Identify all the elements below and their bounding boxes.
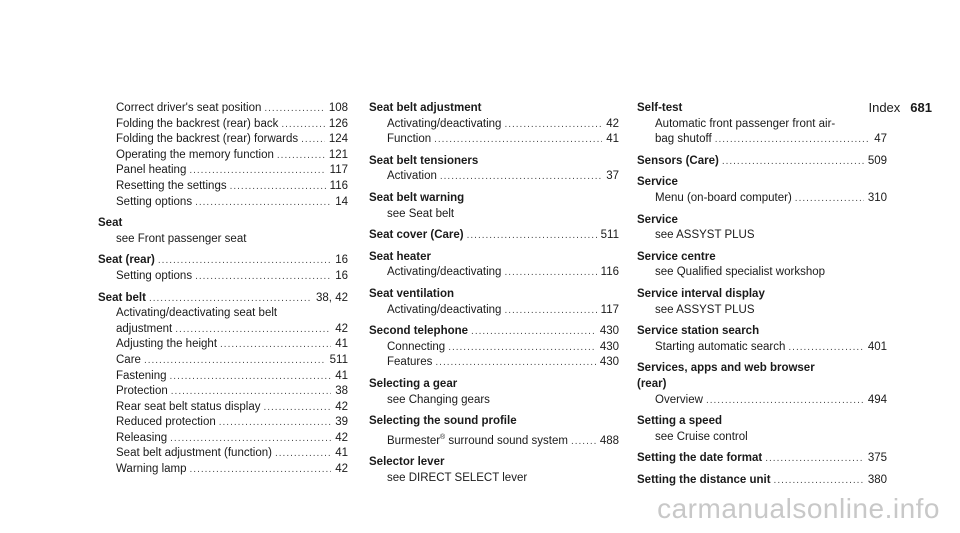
entry-text: Folding the backrest (rear) back xyxy=(116,117,279,130)
entry-label xyxy=(387,132,431,148)
index-column-2 xyxy=(369,101,619,486)
entry-text: Panel heating xyxy=(116,164,187,177)
entry-text: Selecting the sound profile xyxy=(369,415,517,428)
index-entry xyxy=(637,101,887,117)
entry-label xyxy=(637,451,762,467)
entry-label xyxy=(116,179,227,195)
page-reference: 126 xyxy=(328,117,348,130)
index-subentry xyxy=(98,384,348,400)
entry-label xyxy=(369,191,464,207)
entry-label xyxy=(387,471,527,487)
entry-text: Reduced protection xyxy=(116,416,216,429)
entry-label xyxy=(116,353,141,369)
page-reference: 42 xyxy=(606,117,619,130)
entry-label xyxy=(387,393,490,409)
entry-label xyxy=(655,303,755,319)
entry-text: see Cruise control xyxy=(655,430,748,443)
dot-leader xyxy=(467,228,597,244)
index-subentry xyxy=(369,355,619,371)
page-reference: 117 xyxy=(600,303,619,316)
index-subentry xyxy=(98,195,348,211)
dot-leader xyxy=(195,195,331,211)
page-reference: 16 xyxy=(335,269,348,282)
index-entry xyxy=(637,250,887,266)
dot-leader xyxy=(195,269,331,285)
entry-label xyxy=(116,163,186,179)
entry-label xyxy=(637,287,765,303)
page-reference: 42 xyxy=(335,431,348,444)
page-reference: 124 xyxy=(328,133,348,146)
page-reference: 41 xyxy=(335,369,348,382)
dot-leader xyxy=(504,265,596,281)
dot-leader xyxy=(170,369,332,385)
index-subentry xyxy=(98,101,348,117)
entry-text: see DIRECT SELECT lever xyxy=(387,471,528,484)
entry-text: Seat belt warning xyxy=(369,191,465,204)
entry-label xyxy=(387,340,445,356)
entry-label xyxy=(637,250,716,266)
entry-text: Seat cover (Care) xyxy=(369,229,464,242)
entry-text: see Seat belt xyxy=(387,207,455,220)
page-reference: 121 xyxy=(328,148,348,161)
entry-label xyxy=(369,287,454,303)
page-reference: 16 xyxy=(335,254,348,267)
page-reference: 14 xyxy=(335,195,348,208)
entry-text: Seat belt xyxy=(98,291,146,304)
entry-text: Service xyxy=(637,213,678,226)
entry-label xyxy=(116,195,192,211)
entry-label xyxy=(116,400,260,416)
entry-label xyxy=(116,462,187,478)
entry-label xyxy=(387,430,568,449)
entry-label xyxy=(637,414,722,430)
page-reference: 42 xyxy=(335,400,348,413)
entry-label xyxy=(116,446,272,462)
index-subentry xyxy=(98,431,348,447)
entry-label xyxy=(655,191,792,207)
entry-text: Sensors (Care) xyxy=(637,154,719,167)
entry-text: Resetting the settings xyxy=(116,179,227,192)
entry-text: Rear seat belt status display xyxy=(116,400,261,413)
entry-text: Overview xyxy=(655,393,703,406)
page-reference: 430 xyxy=(599,356,619,369)
entry-text: see ASSYST PLUS xyxy=(655,303,755,316)
entry-label xyxy=(637,213,678,229)
dot-leader xyxy=(219,415,331,431)
entry-text: Folding the backrest (rear) forwards xyxy=(116,133,299,146)
entry-text: Setting the distance unit xyxy=(637,473,771,486)
entry-label xyxy=(369,228,464,244)
entry-text: adjustment xyxy=(116,322,173,335)
page-reference: 39 xyxy=(335,416,348,429)
page-reference: 117 xyxy=(329,164,348,177)
index-entry xyxy=(369,101,619,117)
entry-label xyxy=(369,250,431,266)
entry-label xyxy=(369,414,517,430)
entry-label xyxy=(655,265,825,281)
dot-leader xyxy=(171,384,331,400)
entry-text: see Changing gears xyxy=(387,393,490,406)
page-reference: 511 xyxy=(600,229,619,242)
dot-leader xyxy=(774,473,864,489)
watermark: carmanualsonline.info xyxy=(657,493,940,524)
dot-leader xyxy=(149,291,312,307)
page-reference: 430 xyxy=(599,340,619,353)
page-reference: 380 xyxy=(867,473,887,486)
dot-leader xyxy=(440,169,602,185)
entry-text: Automatic front passenger front air- xyxy=(655,117,836,130)
entry-text: see Qualified specialist workshop xyxy=(655,266,826,279)
entry-label xyxy=(369,324,468,340)
index-subentry xyxy=(637,191,887,207)
index-subentry xyxy=(98,400,348,416)
index-subentry xyxy=(98,132,348,148)
dot-leader xyxy=(301,132,325,148)
dot-leader xyxy=(144,353,326,369)
dot-leader xyxy=(275,446,331,462)
index-subentry xyxy=(369,303,619,319)
index-subentry xyxy=(637,430,887,446)
entry-text: Activating/deactivating xyxy=(387,266,502,279)
dot-leader xyxy=(504,117,602,133)
index-subentry xyxy=(369,169,619,185)
entry-text: Service centre xyxy=(637,250,716,263)
index-entry xyxy=(369,455,619,471)
index-subentry xyxy=(637,117,887,133)
entry-label xyxy=(116,101,261,117)
index-subentry xyxy=(98,232,348,248)
entry-label xyxy=(637,377,666,393)
index-subentry xyxy=(637,228,887,244)
page-reference: 116 xyxy=(329,179,348,192)
entry-label xyxy=(655,132,712,148)
dot-leader xyxy=(190,462,332,478)
entry-label xyxy=(369,154,478,170)
dot-leader xyxy=(504,303,596,319)
entry-text: Setting a speed xyxy=(637,415,722,428)
index-column-1 xyxy=(98,101,348,478)
dot-leader xyxy=(434,132,602,148)
page-reference: 430 xyxy=(599,325,619,338)
dot-leader xyxy=(788,340,863,356)
entry-text: Seat heater xyxy=(369,250,432,263)
page-reference: 108 xyxy=(328,102,348,114)
index-subentry xyxy=(637,132,887,148)
entry-text: Seat xyxy=(98,217,123,230)
page-reference: 38, 42 xyxy=(316,291,348,304)
page-reference: 42 xyxy=(335,463,348,476)
entry-label xyxy=(387,355,432,371)
entry-label xyxy=(655,393,703,409)
page-reference: 375 xyxy=(867,452,887,465)
dot-leader xyxy=(175,322,331,338)
entry-text: Service xyxy=(637,176,678,189)
entry-label xyxy=(98,253,155,269)
page-reference: 116 xyxy=(600,266,619,279)
entry-text: Setting options xyxy=(116,269,193,282)
entry-label xyxy=(637,101,682,117)
dot-leader xyxy=(220,337,331,353)
entry-text: Setting options xyxy=(116,195,193,208)
page-number: 681 xyxy=(910,100,932,115)
index-entry xyxy=(369,191,619,207)
entry-label xyxy=(637,361,815,377)
entry-text: Seat belt adjustment (function) xyxy=(116,447,272,460)
entry-label xyxy=(369,455,444,471)
index-entry xyxy=(369,287,619,303)
index-subentry xyxy=(98,269,348,285)
index-entry xyxy=(98,216,348,232)
index-entry xyxy=(369,414,619,430)
dot-leader xyxy=(471,324,596,340)
index-subentry xyxy=(637,265,887,281)
dot-leader xyxy=(281,117,324,133)
entry-text: Burmester xyxy=(387,434,441,447)
index-subentry xyxy=(98,306,348,322)
entry-text: Activating/deactivating seat belt xyxy=(116,307,278,320)
index-subentry xyxy=(98,353,348,369)
page-reference: 488 xyxy=(599,434,619,447)
dot-leader xyxy=(448,340,596,356)
entry-label xyxy=(116,369,167,385)
entry-label xyxy=(655,117,835,133)
index-entry xyxy=(369,377,619,393)
index-subentry xyxy=(98,462,348,478)
entry-text: Features xyxy=(387,356,433,369)
index-subentry xyxy=(98,179,348,195)
page-reference: 37 xyxy=(606,170,619,183)
index-subentry xyxy=(98,369,348,385)
entry-label xyxy=(655,228,755,244)
entry-text: Seat belt adjustment xyxy=(369,102,482,114)
page-reference: 41 xyxy=(606,133,619,146)
index-entry xyxy=(637,175,887,191)
entry-label xyxy=(637,473,771,489)
entry-label xyxy=(116,415,216,431)
entry-text: Care xyxy=(116,353,141,366)
entry-text: Second telephone xyxy=(369,325,469,338)
entry-text: Service station search xyxy=(637,325,760,338)
entry-label xyxy=(98,216,122,232)
entry-text: Menu (on-board computer) xyxy=(655,191,792,204)
page-reference: 41 xyxy=(335,338,348,351)
entry-label xyxy=(387,303,501,319)
dot-leader xyxy=(170,431,331,447)
entry-text: Setting the date format xyxy=(637,452,763,465)
entry-text: (rear) xyxy=(637,377,667,390)
index-subentry xyxy=(98,148,348,164)
entry-text: Seat (rear) xyxy=(98,254,155,267)
dot-leader xyxy=(765,451,864,467)
page-reference: 494 xyxy=(867,393,887,406)
page-reference: 511 xyxy=(329,353,348,366)
entry-label xyxy=(387,207,454,223)
index-entry xyxy=(637,377,887,393)
entry-label xyxy=(116,337,217,353)
index-entry xyxy=(369,324,619,340)
entry-text: Adjusting the height xyxy=(116,338,218,351)
entry-label xyxy=(116,148,274,164)
index-subentry xyxy=(98,415,348,431)
index-subentry xyxy=(369,207,619,223)
entry-label xyxy=(116,132,298,148)
entry-label xyxy=(637,154,719,170)
dot-leader xyxy=(158,253,331,269)
dot-leader xyxy=(571,434,596,450)
entry-text: Activating/deactivating xyxy=(387,303,502,316)
entry-text: Operating the memory function xyxy=(116,148,274,161)
entry-text: see Front passenger seat xyxy=(116,232,247,245)
page-reference: 47 xyxy=(874,133,887,146)
entry-label xyxy=(116,384,168,400)
index-subentry xyxy=(369,340,619,356)
entry-text: Activation xyxy=(387,170,437,183)
entry-label xyxy=(116,269,192,285)
index-subentry xyxy=(98,446,348,462)
dot-leader xyxy=(189,163,325,179)
dot-leader xyxy=(277,148,325,164)
index-entry xyxy=(98,291,348,307)
index-subentry xyxy=(98,337,348,353)
index-subentry xyxy=(637,393,887,409)
entry-label xyxy=(387,169,437,185)
index-entry xyxy=(369,154,619,170)
entry-text: Self-test xyxy=(637,102,683,114)
entry-label xyxy=(369,377,457,393)
entry-label xyxy=(655,340,785,356)
entry-label xyxy=(637,324,759,340)
index-subentry xyxy=(369,265,619,281)
index-entry xyxy=(637,414,887,430)
page-reference: 310 xyxy=(867,191,887,204)
index-subentry xyxy=(637,303,887,319)
page-reference: 41 xyxy=(335,447,348,460)
index-subentry xyxy=(637,340,887,356)
entry-text: Activating/deactivating xyxy=(387,117,502,130)
entry-label xyxy=(116,117,278,133)
index-entry xyxy=(637,154,887,170)
index-entry xyxy=(637,287,887,303)
dot-leader xyxy=(795,191,864,207)
section-title: Index xyxy=(868,100,901,115)
entry-text: Correct driver's seat position xyxy=(116,102,262,114)
index-subentry xyxy=(369,132,619,148)
entry-text: see ASSYST PLUS xyxy=(655,229,755,242)
entry-text: Fastening xyxy=(116,369,167,382)
index-entry xyxy=(637,213,887,229)
index-entry xyxy=(369,228,619,244)
entry-text: Seat ventilation xyxy=(369,287,454,300)
index-subentry xyxy=(369,393,619,409)
index-subentry xyxy=(98,117,348,133)
index-subentry xyxy=(369,471,619,487)
index-subentry xyxy=(98,322,348,338)
entry-text: Connecting xyxy=(387,340,446,353)
entry-text: Releasing xyxy=(116,431,168,444)
entry-text: Service interval display xyxy=(637,287,765,300)
entry-label xyxy=(637,175,678,191)
entry-text: Starting automatic search xyxy=(655,340,786,353)
index-entry xyxy=(637,361,887,377)
entry-text: Selector lever xyxy=(369,456,445,469)
entry-label xyxy=(116,232,246,248)
index-subentry xyxy=(98,163,348,179)
entry-label xyxy=(98,291,146,307)
index-subentry xyxy=(369,117,619,133)
entry-label xyxy=(387,117,501,133)
index-entry xyxy=(98,253,348,269)
dot-leader xyxy=(722,154,864,170)
entry-text: Selecting a gear xyxy=(369,377,458,390)
index-entry xyxy=(637,451,887,467)
entry-label xyxy=(116,306,277,322)
dot-leader xyxy=(230,179,326,195)
index-column-3 xyxy=(637,101,887,488)
dot-leader xyxy=(263,400,331,416)
entry-text: Services, apps and web browser xyxy=(637,362,815,375)
dot-leader xyxy=(435,355,595,371)
entry-label xyxy=(387,265,501,281)
page-reference: 401 xyxy=(867,340,887,353)
entry-label xyxy=(655,430,748,446)
dot-leader xyxy=(706,393,864,409)
page-reference: 509 xyxy=(867,154,887,167)
page-reference: 38 xyxy=(335,385,348,398)
entry-text: Protection xyxy=(116,385,168,398)
entry-text: bag shutoff xyxy=(655,133,712,146)
index-entry xyxy=(369,250,619,266)
index-entry xyxy=(637,473,887,489)
entry-text: Seat belt tensioners xyxy=(369,154,479,167)
dot-leader xyxy=(715,132,871,148)
dot-leader xyxy=(264,101,324,117)
entry-text: Warning lamp xyxy=(116,463,187,476)
registered-mark: ® xyxy=(440,433,446,441)
entry-label xyxy=(116,431,167,447)
index-entry xyxy=(637,324,887,340)
page-reference: 42 xyxy=(335,322,348,335)
entry-label xyxy=(116,322,172,338)
index-subentry xyxy=(369,430,619,449)
entry-label xyxy=(369,101,481,117)
entry-text: surround sound system xyxy=(445,434,568,447)
entry-text: Function xyxy=(387,133,432,146)
